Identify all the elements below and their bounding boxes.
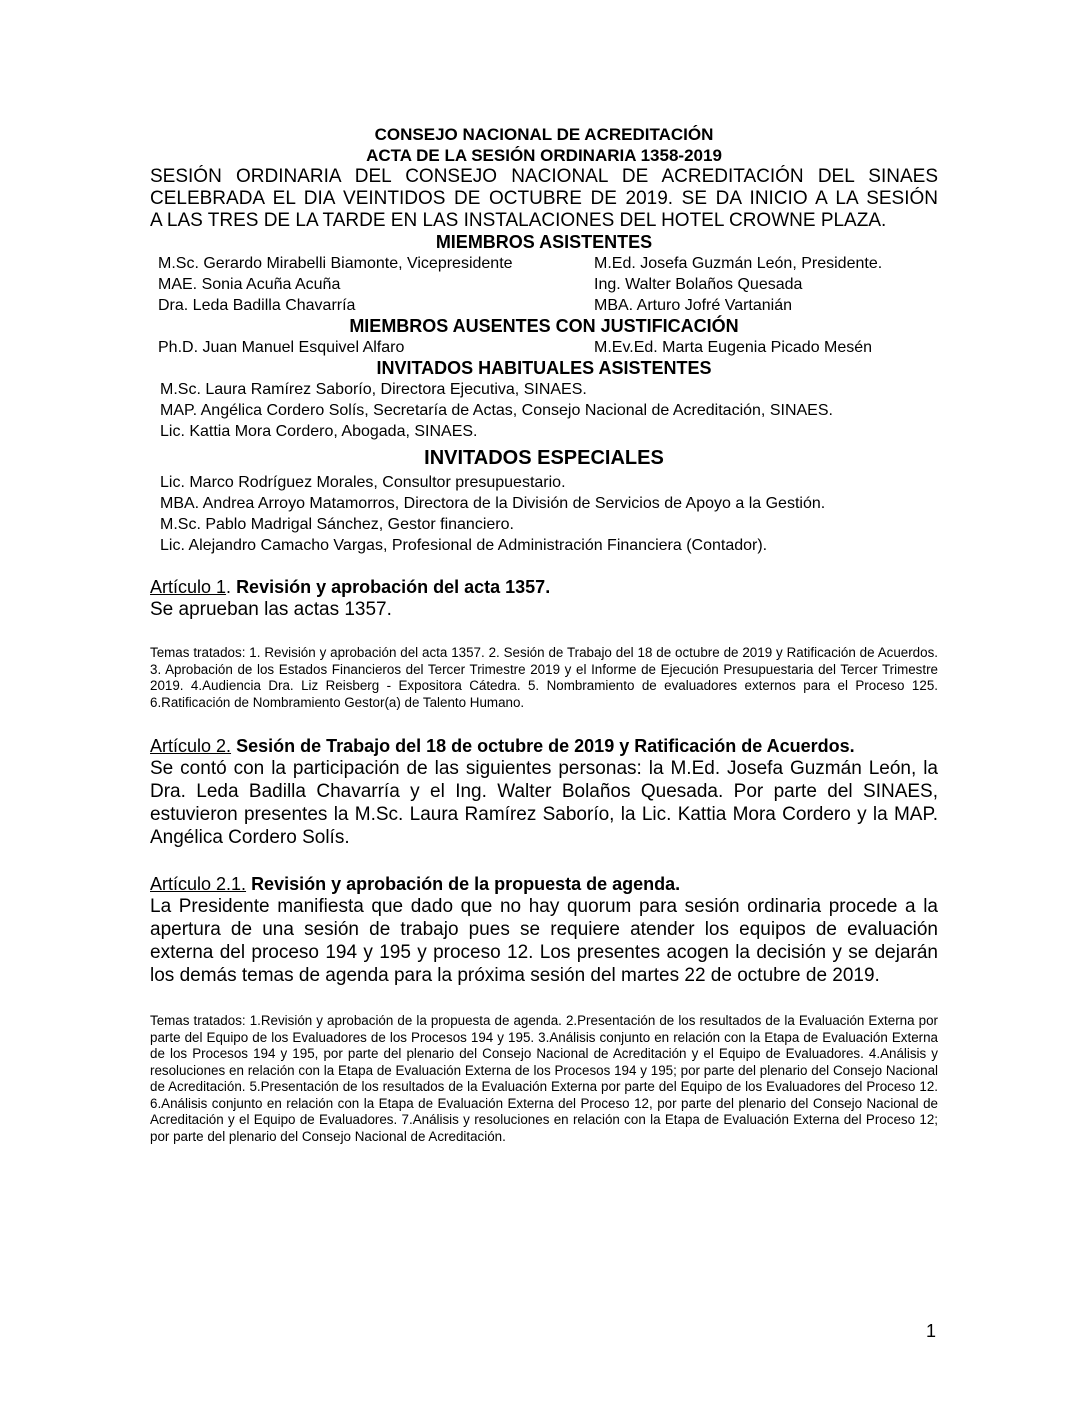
article-label: Artículo 1 (150, 577, 227, 597)
article-2-1-topics: Temas tratados: 1.Revisión y aprobación de la propuesta de agenda. 2.Presentación de los resultados de la Evaluación Externa por parte del Equipo de los Evaluadores de los Procesos 194 y 195. 3.Análisis conjunto en relación con la Etapa de Evaluación Externa de los Procesos 194 y 195, por parte del plenario del Consejo Nacional de Acreditación y el Equipo de Evaluadores. 4.Análisis y resoluciones en relación con la Etapa de Evaluación Externa de los Procesos 194 y 195; por parte del plenario del Consejo Nacional de Acreditación. 5.Presentación de los resultados de la Evaluación Externa por parte del Equipo de los Evaluadores del Proceso 12. 6.Análisis conjunto en relación con la Etapa de Evaluación Externa del Proceso 12, por parte del plenario del Consejo Nacional de Acreditación y el Equipo de Evaluadores. 7.Análisis y resoluciones en relación con la Etapa de Evaluación Externa del Proceso 12; por parte del plenario del Consejo Nacional de Acreditación. (150, 1013, 938, 1144)
member-name: M.Ed. Josefa Guzmán León, Presidente. (594, 255, 883, 272)
document-subtitle: ACTA DE LA SESIÓN ORDINARIA 1358-2019 (366, 146, 722, 165)
member-name: MAE. Sonia Acuña Acuña (158, 276, 341, 293)
intro-line: A LAS TRES DE LA TARDE EN LAS INSTALACIONES DEL HOTEL CROWNE PLAZA. (150, 210, 887, 231)
guest-entry: MAP. Angélica Cordero Solís, Secretaría de Actas, Consejo Nacional de Acreditación, SINAES. (160, 402, 833, 419)
article-title: Revisión y aprobación del acta 1357. (236, 577, 551, 597)
session-intro (150, 166, 938, 232)
member-name: MBA. Arturo Jofré Vartanián (594, 297, 793, 314)
article-2-1-body: La Presidente manifiesta que dado que no hay quorum para sesión ordinaria procede a la apertura de una sesión de trabajo pues se requiere atender los equipos de evaluación externa del proceso 194 y 195 y proceso 12. Los presentes acogen la decisión y se dejarán los demás temas de agenda para la próxima sesión del martes 22 de octubre de 2019. (150, 896, 938, 986)
section-heading-habituales: INVITADOS HABITUALES ASISTENTES (376, 358, 712, 378)
article-1-body: Se aprueban las actas 1357. (150, 599, 392, 620)
section-heading-especiales: INVITADOS ESPECIALES (424, 447, 664, 469)
document-page (150, 124, 938, 1145)
members-absent-list (150, 337, 938, 358)
article-title: Sesión de Trabajo del 18 de octubre de 2019 y Ratificación de Acuerdos. (236, 736, 855, 756)
article-label: Artículo 2. (150, 736, 232, 756)
member-name: Ing. Walter Bolaños Quesada (594, 276, 803, 293)
article-label: Artículo 2.1. (150, 874, 247, 894)
section-heading-asistentes: MIEMBROS ASISTENTES (435, 232, 653, 252)
guest-entry: Lic. Alejandro Camacho Vargas, Profesional de Administración Financiera (Contador). (160, 537, 768, 554)
special-guests-list (150, 472, 938, 556)
guest-entry: M.Sc. Pablo Madrigal Sánchez, Gestor financiero. (160, 516, 514, 533)
intro-line: CELEBRADA EL DIA VEINTIDOS DE OCTUBRE DE 2019. SE DA INICIO A LA SESIÓN (150, 188, 938, 209)
member-name: M.Ev.Ed. Marta Eugenia Picado Mesén (594, 339, 873, 356)
article-1-heading: Artículo 1. Revisión y aprobación del acta 1357. (150, 577, 551, 597)
member-name: Ph.D. Juan Manuel Esquivel Alfaro (158, 339, 405, 356)
article-2-heading (150, 735, 938, 757)
member-name: M.Sc. Gerardo Mirabelli Biamonte, Vicepresidente (158, 255, 513, 272)
page-number: 1 (926, 1321, 937, 1341)
guest-entry: M.Sc. Laura Ramírez Saborío, Directora Ejecutiva, SINAES. (160, 381, 587, 398)
member-row (158, 337, 938, 358)
article-2-body: Se contó con la participación de las siguientes personas: la M.Ed. Josefa Guzmán León, la Dra. Leda Badilla Chavarría y el Ing. Walter Bolaños Quesada. Por parte del SINAES, estuvieron presentes la M.Sc. Laura Ramírez Saborío, la Lic. Kattia Mora Cordero y la MAP. Angélica Cordero Solís. (150, 758, 938, 848)
regular-guests-list (150, 379, 938, 442)
members-present-list (150, 253, 938, 316)
document-title: CONSEJO NACIONAL DE ACREDITACIÓN (374, 125, 714, 144)
article-1-topics: Temas tratados: 1. Revisión y aprobación del acta 1357. 2. Sesión de Trabajo del 18 de octubre de 2019 y Ratificación de Acuerdos. 3. Aprobación de los Estados Financieros del Tercer Trimestre 2019 y el Informe de Ejecución Presupuestaria del Tercer Trimestre 2019. 4.Audiencia Dra. Liz Reisberg - Expositora Cátedra. 5. Nombramiento de evaluadores externos para el Proceso 125. 6.Ratificación de Nombramiento Gestor(a) de Talento Humano. (150, 645, 938, 710)
section-heading-ausentes: MIEMBROS AUSENTES CON JUSTIFICACIÓN (349, 316, 739, 336)
guest-entry: Lic. Kattia Mora Cordero, Abogada, SINAES. (160, 423, 478, 440)
guest-entry: MBA. Andrea Arroyo Matamorros, Directora de la División de Servicios de Apoyo a la Gestión. (160, 495, 826, 512)
article-title: Revisión y aprobación de la propuesta de agenda. (251, 874, 681, 894)
member-row (158, 253, 938, 274)
member-name: Dra. Leda Badilla Chavarría (158, 297, 356, 314)
guest-entry: Lic. Marco Rodríguez Morales, Consultor presupuestario. (160, 474, 566, 491)
member-row (158, 295, 938, 316)
article-2-1-heading (150, 873, 938, 895)
intro-line: SESIÓN ORDINARIA DEL CONSEJO NACIONAL DE ACREDITACIÓN DEL SINAES (150, 166, 938, 187)
member-row (158, 274, 938, 295)
